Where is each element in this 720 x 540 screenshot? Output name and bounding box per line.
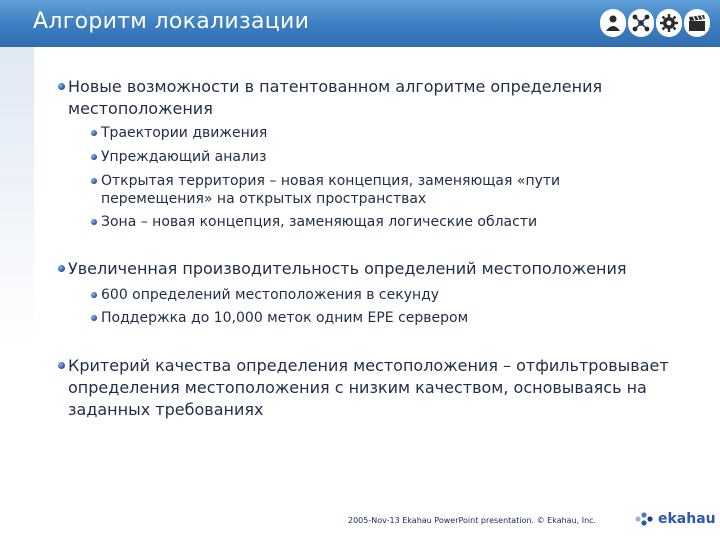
bullet-2-line-1: Увеличенная производительность определений местоположения <box>68 259 627 278</box>
bullet-marker <box>58 265 65 272</box>
bullet-3-line-1: Критерий качества определения местоположения – отфильтровывает <box>68 356 669 375</box>
bullet-1-sub-1: Траектории движения <box>101 125 268 141</box>
bullet-1-line-2: местоположения <box>68 99 213 118</box>
sub-bullet-marker <box>91 154 97 160</box>
sub-bullet-marker <box>91 315 97 321</box>
sub-bullet-marker <box>91 130 97 136</box>
bullet-1-sub-3-line-2: перемещения» на открытых пространствах <box>101 191 427 207</box>
bullet-marker <box>58 83 65 90</box>
bullet-1-line-1: Новые возможности в патентованном алгоритме определения <box>68 77 603 96</box>
bullet-2-sub-2: Поддержка до 10,000 меток одним EPE сервером <box>101 310 469 326</box>
slide-title: Алгоритм локализации <box>33 9 310 34</box>
bullet-marker <box>58 362 65 369</box>
bullet-1-sub-4: Зона – новая концепция, заменяющая логические области <box>101 214 538 230</box>
bullet-2-sub-1: 600 определений местоположения в секунду <box>101 287 440 303</box>
sub-bullet-marker <box>91 219 97 225</box>
ekahau-logo <box>634 510 716 528</box>
bullet-3-line-3: заданных требованиях <box>68 400 264 419</box>
sub-bullet-marker <box>91 178 97 184</box>
sub-bullet-marker <box>91 292 97 298</box>
bullet-1-sub-3-line-1: Открытая территория – новая концепция, заменяющая «пути <box>101 173 561 189</box>
logo-dots-icon <box>634 510 654 528</box>
logo-text: ekahau <box>658 511 716 527</box>
bullet-3-line-2: определения местоположения с низким качеством, основываясь на <box>68 378 647 397</box>
footer-text: 2005-Nov-13 Ekahau PowerPoint presentation. © Ekahau, Inc. <box>348 516 597 525</box>
bullet-1-sub-2: Упреждающий анализ <box>101 149 267 165</box>
